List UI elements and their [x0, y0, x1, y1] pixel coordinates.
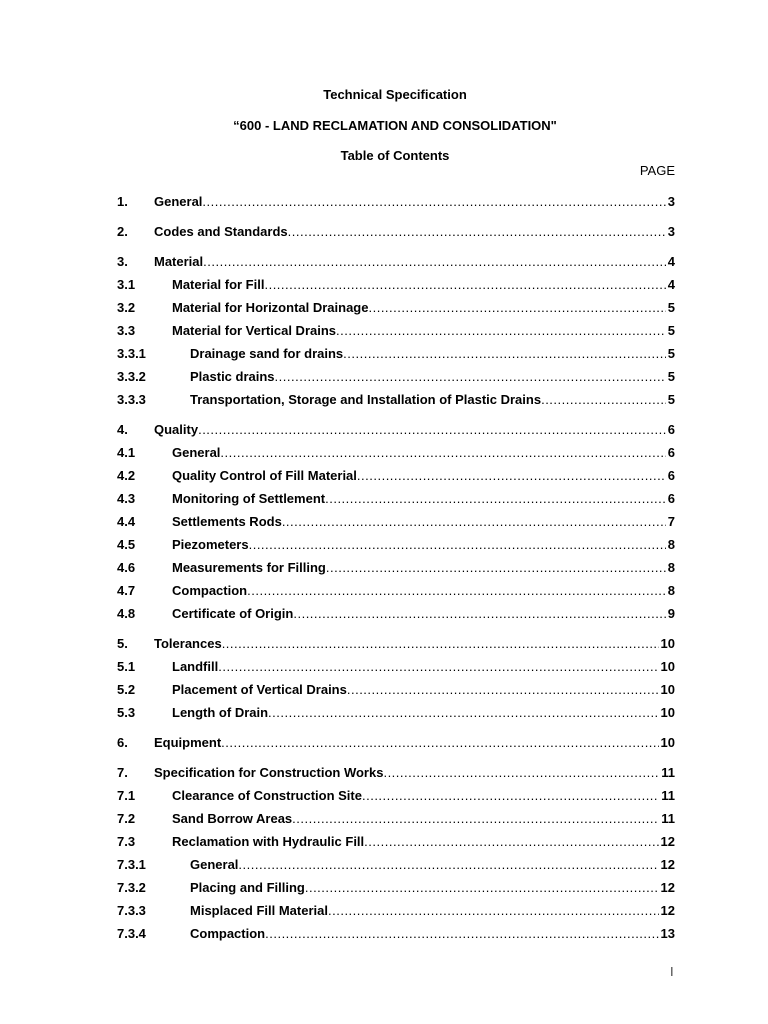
- dot-leader: [247, 579, 666, 602]
- toc-entry[interactable]: [117, 342, 675, 365]
- toc-entry-page: 6: [667, 445, 675, 460]
- toc-entry[interactable]: [117, 190, 675, 213]
- dot-leader: [238, 853, 658, 876]
- toc-entry-label: Material for Vertical Drains: [172, 323, 337, 338]
- toc-entry-number: 5.: [117, 636, 128, 651]
- toc-entry[interactable]: [117, 388, 675, 411]
- toc-entry-line: [172, 655, 675, 678]
- toc-entry-line: [172, 441, 675, 464]
- toc-entry-page: 11: [661, 788, 675, 803]
- toc-entry[interactable]: [117, 678, 675, 701]
- toc-entry-line: [190, 922, 675, 945]
- toc-entry-line: [172, 273, 675, 296]
- toc-entry[interactable]: [117, 464, 675, 487]
- toc-entry-number: 3.: [117, 254, 128, 269]
- toc-entry-label: Equipment: [154, 735, 222, 750]
- table-of-contents: [117, 190, 675, 945]
- toc-entry-line: [172, 701, 675, 724]
- toc-entry[interactable]: [117, 655, 675, 678]
- toc-entry[interactable]: [117, 441, 675, 464]
- toc-entry-label: General: [172, 445, 221, 460]
- toc-entry[interactable]: [117, 296, 675, 319]
- dot-leader: [541, 388, 666, 411]
- toc-entry-page: 10: [660, 735, 675, 750]
- toc-entry-page: 10: [660, 659, 675, 674]
- toc-entry[interactable]: [117, 250, 675, 273]
- toc-entry-page: 5: [667, 300, 675, 315]
- toc-entry-page: 11: [661, 765, 675, 780]
- toc-entry-number: 7.3.2: [117, 880, 146, 895]
- toc-entry-page: 10: [660, 682, 675, 697]
- toc-entry-label: Measurements for Filling: [172, 560, 326, 575]
- dot-leader: [222, 632, 659, 655]
- toc-entry-number: 3.3.2: [117, 369, 146, 384]
- toc-entry-label: Quality: [154, 422, 199, 437]
- toc-entry-label: Material for Fill: [172, 277, 265, 292]
- toc-entry-line: [172, 830, 675, 853]
- toc-entry-page: 6: [667, 491, 675, 506]
- toc-entry-page: 13: [660, 926, 675, 941]
- toc-entry-label: Specification for Construction Works: [154, 765, 384, 780]
- page-column-label: PAGE: [639, 163, 675, 178]
- toc-entry-line: [154, 190, 675, 213]
- toc-entry[interactable]: [117, 830, 675, 853]
- toc-entry-line: [172, 579, 675, 602]
- toc-entry-label: Placement of Vertical Drains: [172, 682, 347, 697]
- toc-entry-line: [190, 342, 675, 365]
- toc-entry-page: 8: [667, 537, 675, 552]
- toc-entry[interactable]: [117, 701, 675, 724]
- toc-entry-line: [154, 250, 675, 273]
- toc-entry-line: [172, 678, 675, 701]
- toc-entry-number: 5.2: [117, 682, 136, 697]
- toc-entry-page: 12: [660, 880, 675, 895]
- toc-entry-number: 7.3: [117, 834, 136, 849]
- toc-entry[interactable]: [117, 220, 675, 243]
- toc-entry-page: 10: [660, 636, 675, 651]
- toc-entry-page: 6: [667, 468, 675, 483]
- toc-entry[interactable]: [117, 579, 675, 602]
- toc-entry-number: 4.7: [117, 583, 136, 598]
- toc-entry-page: 6: [667, 422, 675, 437]
- toc-entry-line: [190, 365, 675, 388]
- toc-entry-line: [190, 899, 675, 922]
- toc-entry-line: [172, 556, 675, 579]
- toc-entry[interactable]: [117, 899, 675, 922]
- toc-entry-line: [154, 731, 675, 754]
- toc-entry[interactable]: [117, 784, 675, 807]
- toc-entry-number: 3.3: [117, 323, 136, 338]
- toc-entry-number: 4.4: [117, 514, 136, 529]
- toc-entry-page: 4: [667, 277, 675, 292]
- toc-entry-label: Material for Horizontal Drainage: [172, 300, 369, 315]
- dot-leader: [368, 296, 665, 319]
- toc-entry-number: 4.6: [117, 560, 136, 575]
- toc-entry-number: 3.3.1: [117, 346, 146, 361]
- toc-entry-label: Plastic drains: [190, 369, 275, 384]
- dot-leader: [343, 342, 666, 365]
- toc-entry[interactable]: [117, 761, 675, 784]
- toc-entry-page: 3: [667, 224, 675, 239]
- toc-entry[interactable]: [117, 731, 675, 754]
- toc-entry[interactable]: [117, 876, 675, 899]
- dot-leader: [198, 418, 666, 441]
- toc-entry[interactable]: [117, 418, 675, 441]
- toc-entry-page: 12: [660, 857, 675, 872]
- toc-entry-line: [172, 807, 675, 830]
- toc-entry[interactable]: [117, 365, 675, 388]
- toc-entry-number: 2.: [117, 224, 128, 239]
- toc-entry[interactable]: [117, 853, 675, 876]
- document-subtitle: “600 - LAND RECLAMATION AND CONSOLIDATION": [233, 118, 557, 133]
- toc-entry-number: 4.1: [117, 445, 136, 460]
- toc-entry-page: 7: [667, 514, 675, 529]
- toc-entry-line: [190, 853, 675, 876]
- dot-leader: [220, 441, 665, 464]
- toc-entry[interactable]: [117, 602, 675, 625]
- dot-leader: [282, 510, 666, 533]
- toc-entry[interactable]: [117, 922, 675, 945]
- dot-leader: [364, 830, 658, 853]
- toc-entry-label: Material: [154, 254, 204, 269]
- toc-entry-label: Length of Drain: [172, 705, 269, 720]
- toc-entry-number: 4.: [117, 422, 128, 437]
- toc-entry-page: 5: [667, 369, 675, 384]
- dot-leader: [203, 250, 666, 273]
- document-title: Technical Specification: [323, 87, 467, 102]
- toc-entry-page: 8: [667, 583, 675, 598]
- dot-leader: [221, 731, 658, 754]
- toc-entry-line: [172, 533, 675, 556]
- toc-entry-line: [172, 487, 675, 510]
- toc-entry-number: 4.3: [117, 491, 136, 506]
- toc-entry-number: 7.3.1: [117, 857, 146, 872]
- dot-leader: [268, 701, 658, 724]
- toc-entry-label: Compaction: [190, 926, 266, 941]
- toc-entry-label: Settlements Rods: [172, 514, 282, 529]
- toc-entry-page: 5: [667, 392, 675, 407]
- toc-entry-label: Codes and Standards: [154, 224, 288, 239]
- toc-entry-line: [154, 632, 675, 655]
- toc-entry-number: 5.3: [117, 705, 136, 720]
- toc-entry[interactable]: [117, 510, 675, 533]
- toc-entry-line: [190, 876, 675, 899]
- toc-entry-page: 5: [667, 323, 675, 338]
- toc-entry-page: 5: [667, 346, 675, 361]
- dot-leader: [325, 487, 666, 510]
- toc-entry-number: 7.1: [117, 788, 136, 803]
- toc-entry-number: 4.8: [117, 606, 136, 621]
- toc-entry-label: Misplaced Fill Material: [190, 903, 328, 918]
- toc-entry-line: [172, 464, 675, 487]
- toc-entry-number: 1.: [117, 194, 128, 209]
- toc-entry-label: Certificate of Origin: [172, 606, 294, 621]
- toc-entry-label: Sand Borrow Areas: [172, 811, 293, 826]
- toc-heading: Table of Contents: [340, 148, 450, 163]
- toc-entry-number: 6.: [117, 735, 128, 750]
- toc-entry-number: 7.3.3: [117, 903, 146, 918]
- dot-leader: [347, 678, 659, 701]
- dot-leader: [357, 464, 666, 487]
- toc-entry-label: Monitoring of Settlement: [172, 491, 326, 506]
- toc-entry-number: 3.3.3: [117, 392, 146, 407]
- toc-entry-page: 9: [667, 606, 675, 621]
- toc-entry-page: 4: [667, 254, 675, 269]
- toc-entry-page: 3: [667, 194, 675, 209]
- toc-entry[interactable]: [117, 807, 675, 830]
- toc-entry-page: 8: [667, 560, 675, 575]
- toc-entry-number: 3.2: [117, 300, 136, 315]
- toc-entry-number: 7.2: [117, 811, 136, 826]
- dot-leader: [218, 655, 658, 678]
- dot-leader: [265, 922, 658, 945]
- toc-entry-label: Tolerances: [154, 636, 222, 651]
- toc-entry-label: Quality Control of Fill Material: [172, 468, 357, 483]
- dot-leader: [288, 220, 666, 243]
- toc-entry-page: 12: [660, 903, 675, 918]
- dot-leader: [264, 273, 665, 296]
- dot-leader: [383, 761, 659, 784]
- dot-leader: [336, 319, 666, 342]
- dot-leader: [275, 365, 666, 388]
- toc-entry-label: Transportation, Storage and Installation of Plastic Drains: [190, 392, 542, 407]
- toc-entry-number: 7.: [117, 765, 128, 780]
- toc-entry[interactable]: [117, 632, 675, 655]
- toc-entry-line: [190, 388, 675, 411]
- toc-entry-page: 11: [661, 811, 675, 826]
- dot-leader: [328, 899, 659, 922]
- toc-entry-line: [172, 510, 675, 533]
- toc-entry-line: [154, 761, 675, 784]
- dot-leader: [362, 784, 659, 807]
- toc-entry-number: 7.3.4: [117, 926, 146, 941]
- toc-entry-label: Reclamation with Hydraulic Fill: [172, 834, 365, 849]
- toc-entry[interactable]: [117, 319, 675, 342]
- toc-entry[interactable]: [117, 533, 675, 556]
- toc-entry-line: [172, 296, 675, 319]
- toc-entry-label: General: [154, 194, 203, 209]
- toc-entry-label: Drainage sand for drains: [190, 346, 344, 361]
- dot-leader: [326, 556, 666, 579]
- toc-entry-page: 12: [660, 834, 675, 849]
- toc-entry-line: [172, 602, 675, 625]
- toc-entry[interactable]: [117, 273, 675, 296]
- dot-leader: [249, 533, 666, 556]
- toc-entry-line: [154, 418, 675, 441]
- toc-entry-label: Compaction: [172, 583, 248, 598]
- toc-entry-label: Landfill: [172, 659, 219, 674]
- toc-entry[interactable]: [117, 556, 675, 579]
- page-footer-mark: I: [670, 964, 674, 979]
- toc-entry-page: 10: [660, 705, 675, 720]
- toc-entry-number: 4.5: [117, 537, 136, 552]
- toc-entry[interactable]: [117, 487, 675, 510]
- dot-leader: [305, 876, 659, 899]
- toc-entry-label: Piezometers: [172, 537, 249, 552]
- toc-entry-number: 4.2: [117, 468, 136, 483]
- dot-leader: [293, 602, 665, 625]
- toc-entry-line: [172, 319, 675, 342]
- toc-entry-number: 3.1: [117, 277, 136, 292]
- toc-entry-label: General: [190, 857, 239, 872]
- toc-entry-number: 5.1: [117, 659, 136, 674]
- toc-entry-label: Clearance of Construction Site: [172, 788, 362, 803]
- toc-entry-line: [172, 784, 675, 807]
- toc-entry-label: Placing and Filling: [190, 880, 305, 895]
- dot-leader: [202, 190, 665, 213]
- toc-entry-line: [154, 220, 675, 243]
- dot-leader: [292, 807, 659, 830]
